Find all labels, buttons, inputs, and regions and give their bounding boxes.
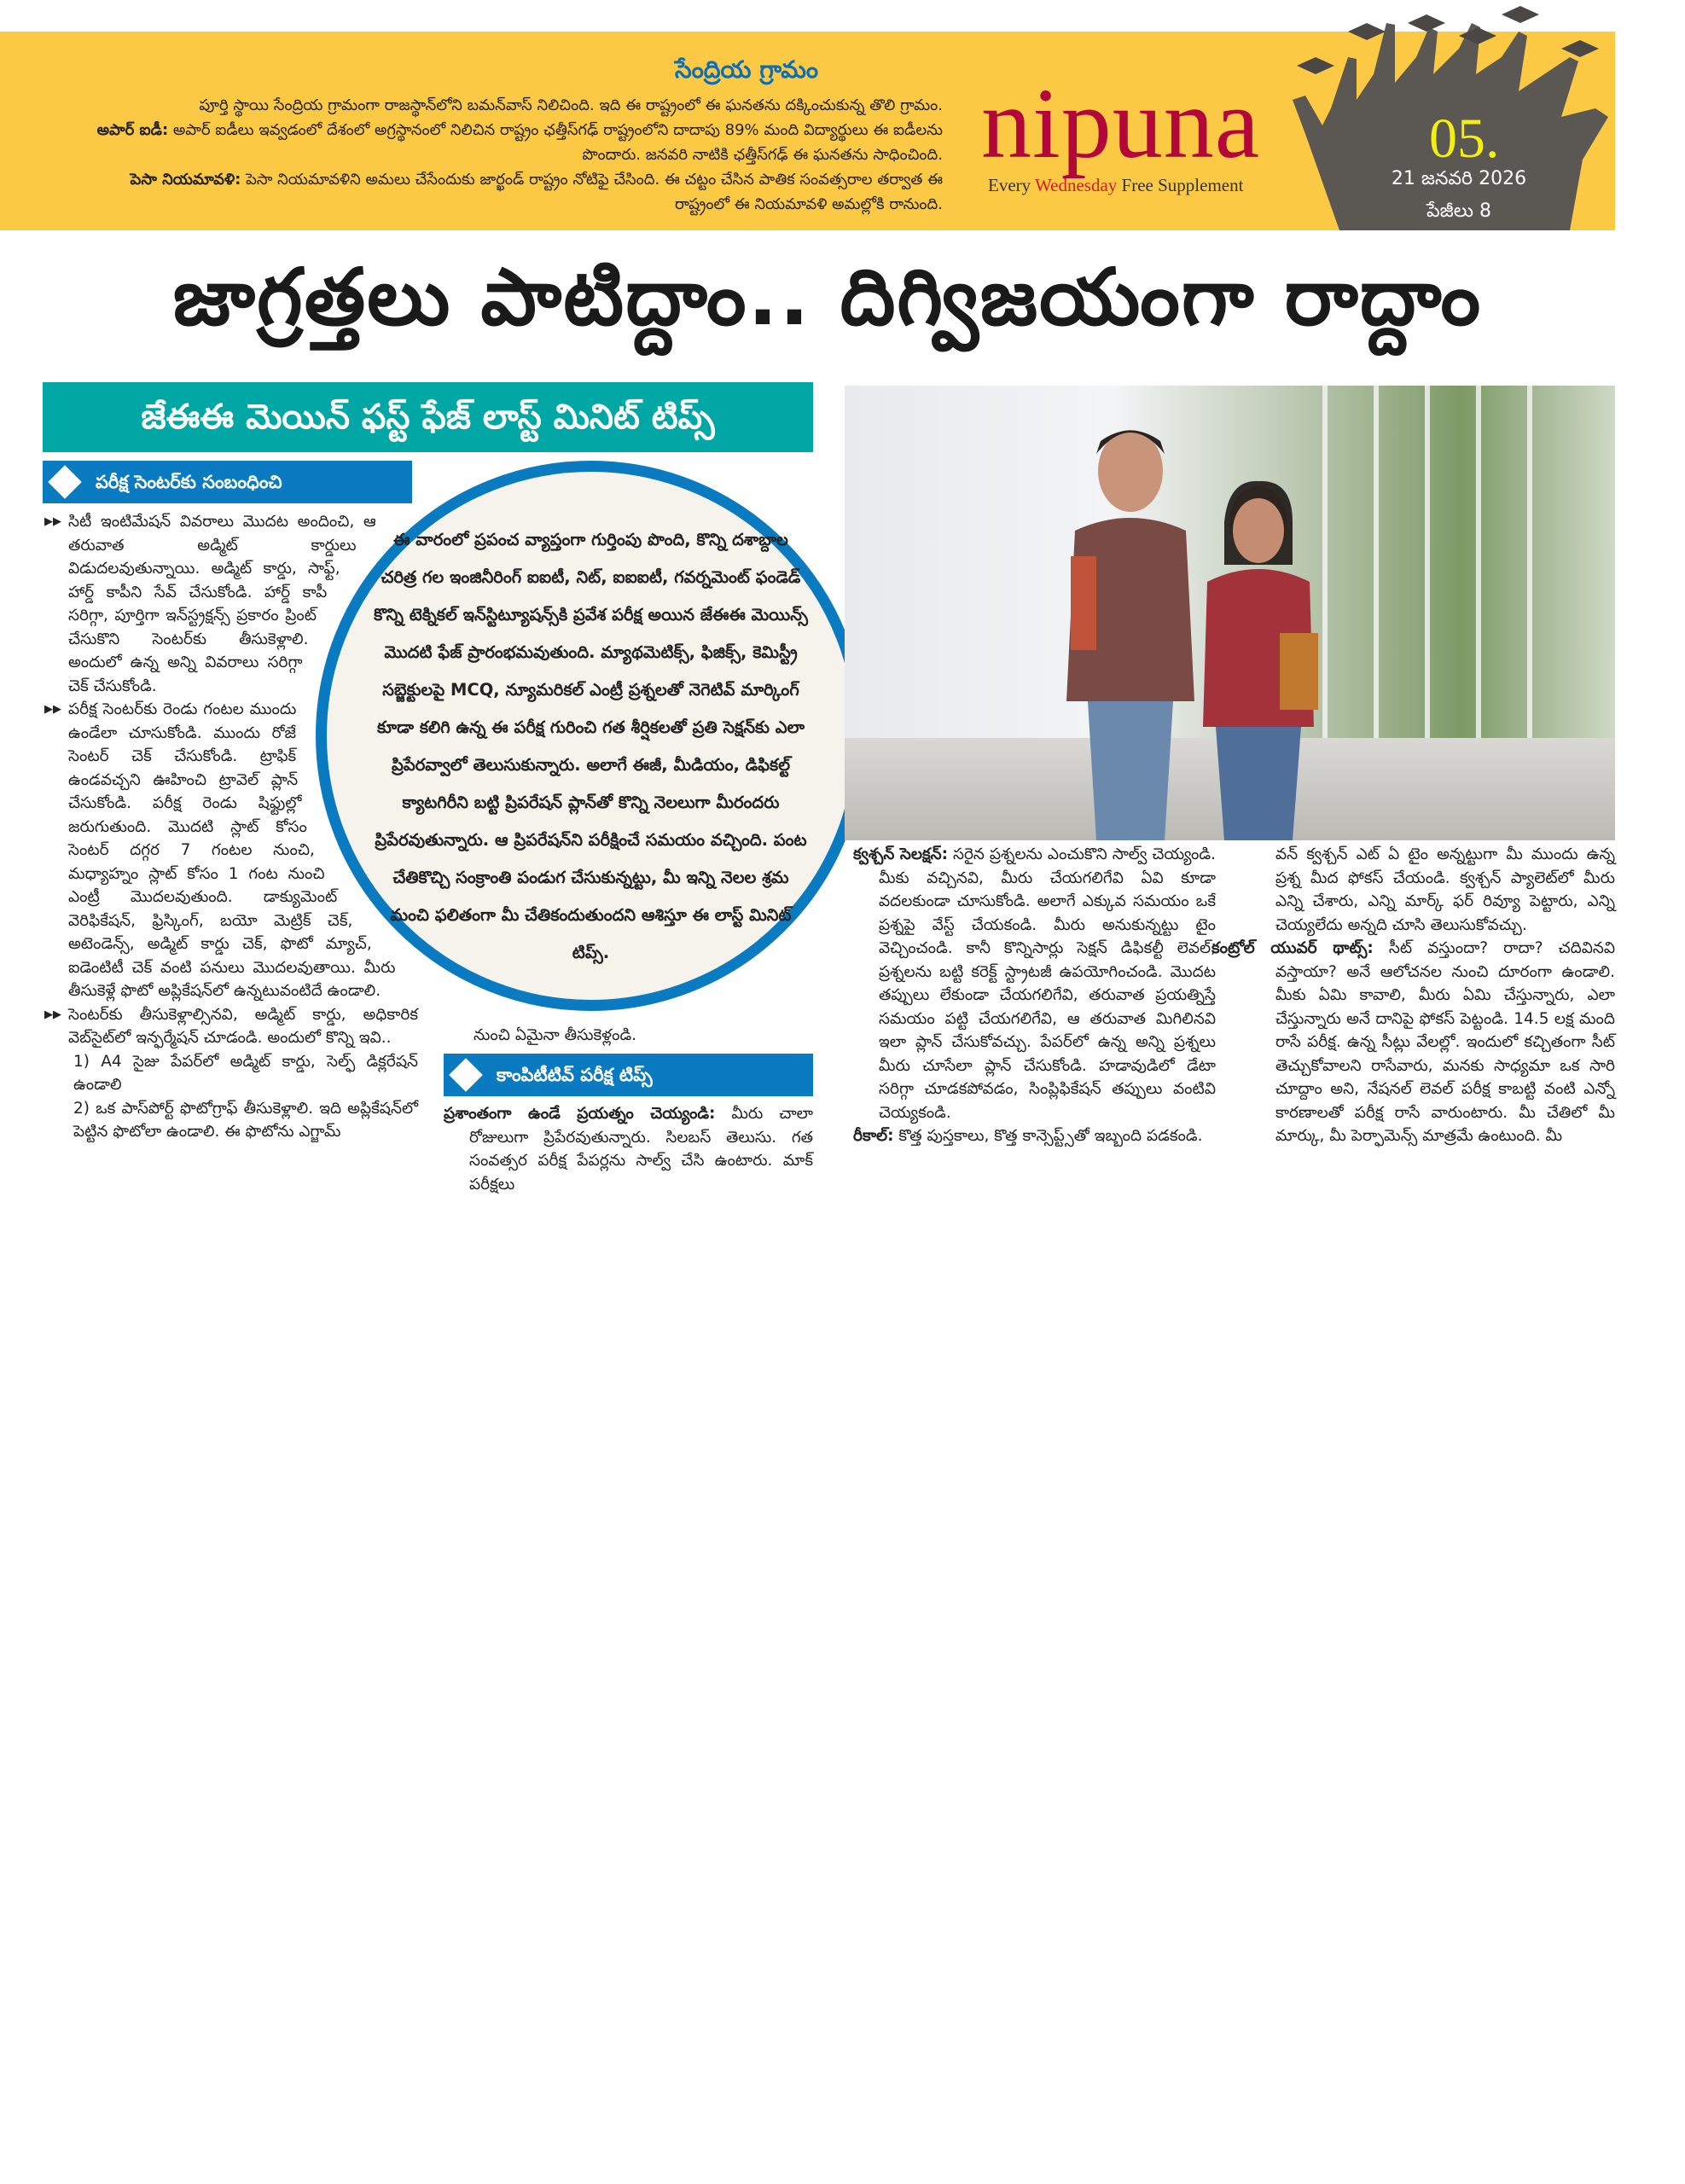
right-column-2 — [1211, 843, 1615, 1148]
right-column-1 — [853, 843, 1216, 1148]
news-brief-text — [90, 93, 943, 217]
section-heading-competitive-tips: కాంపిటీటివ్ పరీక్ష టిప్స్ — [444, 1054, 813, 1096]
issue-date: 21 జనవరి 2026 — [1391, 168, 1527, 189]
male-student-figure — [1058, 420, 1203, 840]
female-student-figure — [1186, 471, 1331, 840]
section-heading-exam-center: పరీక్ష సెంటర్‌కు సంబంధించి — [43, 461, 412, 503]
students-photo — [845, 386, 1615, 840]
masthead-banner — [0, 32, 1615, 230]
middle-column — [444, 1102, 813, 1194]
tip-paragraph: ప్రశాంతంగా ఉండే ప్రయత్నం చెయ్యండి: మీరు చాలా రోజులుగా ప్రిపేరవుతున్నారు. సిలబస్ తెలుసు. గత సంవత్సర పరీక్ష పేపర్లను సాల్వ్ చేసి ఉంటారు. మాక్ పరీక్షలు — [444, 1105, 813, 1194]
continued-text: నుంచి ఏమైనా తీసుకెళ్లండి. — [474, 1026, 637, 1044]
diamond-icon — [48, 465, 82, 499]
news-brief-title: సేంద్రియ గ్రామం — [674, 55, 819, 84]
tip-paragraph: వన్ క్వశ్చన్ ఎట్ ఏ టైం అన్నట్టుగా మీ ముందు ఉన్న ప్రశ్న మీద ఫోకస్ చేయండి. క్వశ్చన్ ప్యాలెట్‌లో మీరు ఎన్ని చేశారు, ఎన్ని మార్క్ ఫర్ రివ్యూ పెట్టారు, ఎన్ని చెయ్యలేదు అన్నది చూసి తెలుసుకోవచ్చు. — [1275, 845, 1615, 934]
page-count: పేజీలు 8 — [1426, 200, 1491, 222]
tip-paragraph: కంట్రోల్ యువర్ థాట్స్: సీట్ వస్తుందా? రాదా? చదివినవి వస్తాయా? అనే ఆలోచనల నుంచి దూరంగా ఉండాలి. మీకు ఏమి కావాలి, మీరు ఏమి చేస్తున్నారు, ఎలా చేస్తున్నారు అనే దానిపై ఫోకస్ పెట్టండి. 14.5 లక్ష మంది రాసే పరీక్ష. ఉన్న సీట్లు వేలల్లో. ఇందులో కచ్చితంగా సీట్ తెచ్చుకోవాలని రాసేవారు, మనకు సాధ్యమా ఒక సారి చూద్దాం అని, నేషనల్ లెవల్ పరీక్ష కాబట్టి వంటి ఎన్నో కారణాలతో పరీక్ష రాసే వారుంటారు. మీ చేతిలో మీ మార్కు, మీ పెర్ఫామెన్స్ మాత్రమే ఉంటుంది. మీ — [1211, 939, 1615, 1145]
page-headline: జాగ్రత్తలు పాటిద్దాం.. దిగ్విజయంగా రాద్దాం — [172, 252, 1483, 343]
bullet-arrow-icon: ▶▶ — [44, 1008, 61, 1021]
tip-paragraph: క్వశ్చన్ సెలక్షన్: సరైన ప్రశ్నలను ఎంచుకొని సాల్వ్ చెయ్యండి. మీకు వచ్చినవి, మీరు చేయగలిగేవి ఏవి కూడా వదలకుండా చూసుకోండి. అలాగే ఎక్కువ సమయం ఒకే ప్రశ్నపై వేస్ట్ చేయకండి. మీరు అనుకున్నట్టు టైం వెచ్చించండి. కానీ కొన్నిసార్లు సెక్షన్ డిఫికల్టీ లెవల్, ప్రశ్నలను బట్టి కరెక్ట్ స్ట్రాటజీ ఉపయోగించండి. మొదట తప్పులు లేకుండా చేయగలిగేవి, తరువాత ప్రయత్నిస్తే సమయం పట్టి చేయగలిగేవి, ఆ తరువాత మిగిలినవి ఇలా ప్లాన్ చేసుకోవచ్చు. పేపర్‌లో ఉన్న అన్ని ప్రశ్నలు మీరు చూసేలా ప్లాన్ చేసుకోండి. హడావుడిలో డేటా సరిగ్గా చూడకపోవడం, సింప్లిఫికేషన్ తప్పులు వంటివి చెయ్యకండి. — [853, 845, 1217, 1122]
bullet-item: ▶▶ పరీక్ష సెంటర్‌కు రెండు గంటల ముందు ఉండేలా చూసుకోండి. ముందు రోజే సెంటర్ చెక్ చేసుకోండి. ట్రాఫిక్ ఉండవచ్చని ఊహించి ట్రావెల్ ప్లాన్ చేసుకోండి. పరీక్ష రెండు షిఫ్టుల్లో జరుగుతుంది. మొదటి స్లాట్ కోసం సెంటర్ దగ్గర 7 గంటల నుంచి, మధ్యాహ్నం స్లాట్ కోసం 1 గంట నుంచి ఎంట్రీ మొదలవుతుంది. డాక్యుమెంట్ వెరిఫికేషన్, ఫ్రిస్కింగ్, బయో మెట్రిక్ చెక్, అటెండెన్స్, అడ్మిట్ కార్డు చెక్, ఫొటో మ్యాచ్, ఐడెంటిటీ చెక్ వంటి పనులు మొదలవుతాయి. మీరు తీసుకెళ్లే ఫొటో అప్లికేషన్‌లో ఉన్నటువంటిదే ఉండాలి. — [43, 698, 418, 1003]
issue-number: 05. — [1429, 107, 1500, 170]
bullet-item: ▶▶ సెంటర్‌కు తీసుకెళ్లాల్సినవి, అడ్మిట్ కార్డు, అధికారిక వెబ్‌సైట్‌లో ఇన్ఫర్మేషన్ చూడండి. అందులో కొన్ని ఇవి.. — [43, 1003, 418, 1050]
bullet-arrow-icon: ▶▶ — [44, 515, 61, 528]
list-item: 1) A4 సైజు పేపర్‌లో అడ్మిట్ కార్డు, సెల్ఫ్ డిక్లరేషన్ ఉండాలి — [73, 1052, 418, 1094]
brief-item: పూర్తి స్థాయి సేంద్రియ గ్రామంగా రాజస్థాన్‌లోని బమన్‌వాస్ నిలిచింది. ఇది ఈ రాష్ట్రంలో ఈ ఘనతను దక్కించుకున్న తొలి గ్రామం. — [199, 96, 943, 114]
diamond-icon — [449, 1058, 483, 1092]
intro-text: ఈ వారంలో ప్రపంచ వ్యాప్తంగా గుర్తింపు పొంది, కొన్ని దశాబ్దాల చరిత్ర గల ఇంజినీరింగ్ ఐఐటీ, నిట్, ఐఐఐటీ, గవర్నమెంట్ ఫండెడ్ కొన్ని టెక్నికల్ ఇన్‌స్టిట్యూషన్స్‌కి ప్రవేశ పరీక్ష అయిన జేఈఈ మెయిన్స్ మొదటి ఫేజ్ ప్రారంభమవుతుంది. మ్యాథమెటిక్స్, ఫిజిక్స్, కెమిస్ట్రీ సబ్జెక్టులపై MCQ, న్యూమరికల్ ఎంట్రీ ప్రశ్నలతో నెగెటివ్ మార్కింగ్ కూడా కలిగి ఉన్న ఈ పరీక్ష గురించి గత శీర్షికలతో ప్రతి సెక్షన్‌కు ఎలా ప్రిపేరవ్వాలో తెలుసుకున్నారు. అలాగే ఈజీ, మీడియం, డిఫికల్ట్ క్యాటగిరీని బట్టి ప్రిపరేషన్ ప్లాన్‌తో కొన్ని నెలలుగా మీరందరు ప్రిపేరవుతున్నారు. ఆ ప్రిపరేషన్‌ని పరీక్షించే సమయం వచ్చింది. పంట చేతికొచ్చి సంక్రాంతి పండుగ చేసుకున్నట్టు, మీ ఇన్ని నెలల శ్రమ మంచి ఫలితంగా మీ చేతికందుతుందని ఆశిస్తూ ఈ లాస్ట్ మినిట్ టిప్స్. — [374, 530, 808, 962]
brief-item: పెసా నియమావళి: పెసా నియమావళిని అమలు చేసేందుకు జార్ఖండ్ రాష్ట్రం నోటిఫై చేసింది. ఈ చట్టం చేసిన పాతిక సంవత్సరాల తర్వాత ఈ రాష్ట్రంలో ఈ నియమావళి అమల్లోకి రానుంది. — [130, 171, 943, 213]
list-item: 2) ఒక పాస్‌పోర్ట్ ఫొటోగ్రాఫ్ తీసుకెళ్లాలి. ఇది అప్లికేషన్‌లో పెట్టిన ఫొటోలా ఉండాలి. ఈ ఫొటోను ఎగ్జామ్ — [73, 1099, 418, 1141]
bullet-item: ▶▶ సిటీ ఇంటిమేషన్ వివరాలు మొదట అందించి, ఆ తరువాత అడ్మిట్ కార్డులు విడుదలవుతున్నాయి. అడ్మిట్ కార్డు, సాఫ్ట్, హార్డ్ కాపీని సేవ్ చేసుకోండి. హార్డ్ కాపీ సరిగ్గా, పూర్తిగా ఇన్‌స్ట్రక్షన్స్ ప్రకారం ప్రింట్ చేసుకొని సెంటర్‌కు తీసుకెళ్లాలి. అందులో ఉన్న అన్ని వివరాలు సరిగ్గా చెక్ చేసుకోండి. — [43, 510, 418, 698]
tagline: Every Wednesday Free Supplement — [988, 175, 1244, 195]
bullet-arrow-icon: ▶▶ — [44, 703, 61, 716]
brief-item: అపార్ ఐడీ: అపార్ ఐడీలు ఇవ్వడంలో దేశంలో అగ్రస్థానంలో నిలిచిన రాష్ట్రం ఛత్తీస్‌గఢ్ రాష్ట్రంలోని దాదాపు 89% మంది విద్యార్థులు ఈ ఐడీలను పొందారు. జనవరి నాటికి ఛత్తీస్‌గఢ్ ఈ ఘనతను సాధించింది. — [96, 121, 943, 164]
article-kicker: జేఈఈ మెయిన్ ఫస్ట్ ఫేజ్ లాస్ట్ మినిట్ టిప్స్ — [43, 382, 813, 452]
tip-paragraph: రీకాల్: కొత్త పుస్తకాలు, కొత్త కాన్సెప్ట్స్‌తో ఇబ్బంది పడకండి. — [853, 1127, 1203, 1145]
nipuna-logo: nipuna — [981, 67, 1261, 179]
intro-circle — [316, 461, 866, 1011]
